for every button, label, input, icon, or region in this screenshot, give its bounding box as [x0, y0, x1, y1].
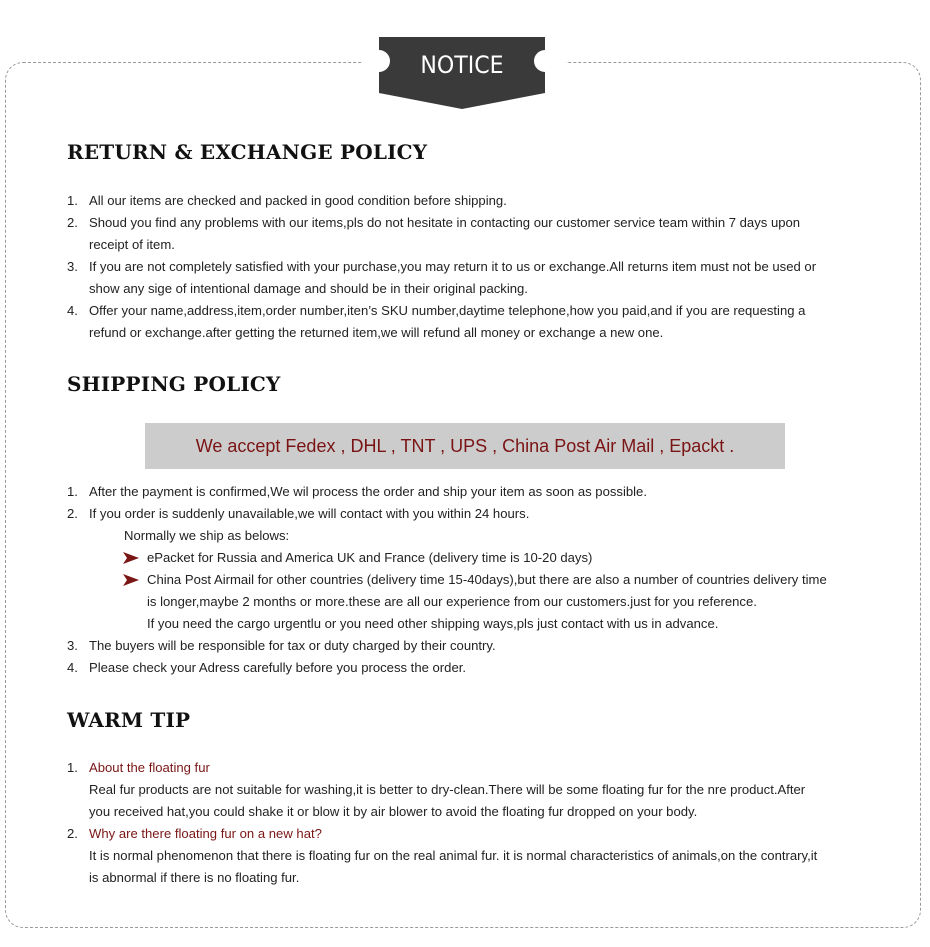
list-text: you received hat,you could shake it or blow it by air blower to avoid the floating fur dropped on your body. [89, 804, 698, 819]
list-item [67, 190, 887, 212]
list-text: refund or exchange.after getting the returned item,we will refund all money or exchange a new one. [89, 325, 664, 340]
shipping-policy-section [67, 372, 887, 396]
list-item [67, 212, 887, 256]
list-text: ePacket for Russia and America UK and France (delivery time is 10-20 days) [147, 550, 593, 565]
list-text: is longer,maybe 2 months or more.these are all our experience from our customers.just for you reference. [147, 594, 757, 609]
tip-heading: About the floating fur [89, 760, 210, 775]
arrow-bullet-icon [123, 574, 139, 586]
list-number: 2. [67, 506, 78, 521]
shipping-methods-intro: Normally we ship as belows: [124, 528, 290, 543]
list-number: 4. [67, 303, 78, 318]
list-text: show any sige of intentional damage and should be in their original packing. [89, 281, 528, 296]
list-number: 2. [67, 826, 78, 841]
list-text: receipt of item. [89, 237, 175, 252]
shipping-method-item [89, 569, 887, 613]
list-text: All our items are checked and packed in good condition before shipping. [89, 193, 507, 208]
list-number: 1. [67, 760, 78, 775]
list-text: China Post Airmail for other countries (delivery time 15-40days),but there are also a number of countries delivery time [147, 572, 827, 587]
shipping-method-item [89, 547, 887, 569]
notice-label: NOTICE [420, 51, 504, 79]
list-text: Offer your name,address,item,order number,iten’s SKU number,daytime telephone,how you paid,and if you are requesting a [89, 303, 806, 318]
list-number: 3. [67, 259, 78, 274]
arrow-bullet-icon [123, 552, 139, 564]
section-title: SHIPPING POLICY [67, 372, 281, 396]
list-item [67, 481, 887, 503]
warm-tip-section [67, 708, 887, 732]
list-number: 3. [67, 638, 78, 653]
shipping-note: If you need the cargo urgentlu or you need other shipping ways,pls just contact with us in advance. [147, 616, 719, 631]
list-text: If you order is suddenly unavailable,we will contact with you within 24 hours. [89, 506, 530, 521]
list-text: The buyers will be responsible for tax or duty charged by their country. [89, 638, 496, 653]
list-text: is abnormal if there is no floating fur. [89, 870, 300, 885]
list-number: 4. [67, 660, 78, 675]
carriers-banner: We accept Fedex , DHL , TNT , UPS , China Post Air Mail , Epackt . [145, 423, 785, 469]
list-text: After the payment is confirmed,We wil process the order and ship your item as soon as possible. [89, 484, 647, 499]
list-text: If you are not completely satisfied with your purchase,you may return it to us or exchange.All returns item must not be used or [89, 259, 817, 274]
shipping-policy-list [67, 481, 887, 679]
list-item [67, 635, 887, 657]
list-number: 1. [67, 484, 78, 499]
list-text: It is normal phenomenon that there is floating fur on the real animal fur. it is normal characteristics of animals,on the contrary,it [89, 848, 818, 863]
list-text: Real fur products are not suitable for washing,it is better to dry-clean.There will be some floating fur for the nre product.After [89, 782, 806, 797]
list-item [67, 300, 887, 344]
list-number: 1. [67, 193, 78, 208]
list-item [67, 256, 887, 300]
list-item [67, 823, 887, 889]
return-policy-section [67, 140, 887, 164]
list-text: Please check your Adress carefully before you process the order. [89, 660, 467, 675]
return-policy-list [67, 190, 887, 344]
section-title: RETURN & EXCHANGE POLICY [67, 140, 428, 164]
warm-tip-list [67, 757, 887, 889]
list-item [67, 503, 887, 635]
tip-heading: Why are there floating fur on a new hat? [89, 826, 322, 841]
section-title: WARM TIP [67, 708, 191, 732]
notice-banner [377, 37, 547, 110]
list-item [67, 757, 887, 823]
list-number: 2. [67, 215, 78, 230]
list-text: Shoud you find any problems with our items,pls do not hesitate in contacting our customer service team within 7 days upon [89, 215, 801, 230]
list-item [67, 657, 887, 679]
